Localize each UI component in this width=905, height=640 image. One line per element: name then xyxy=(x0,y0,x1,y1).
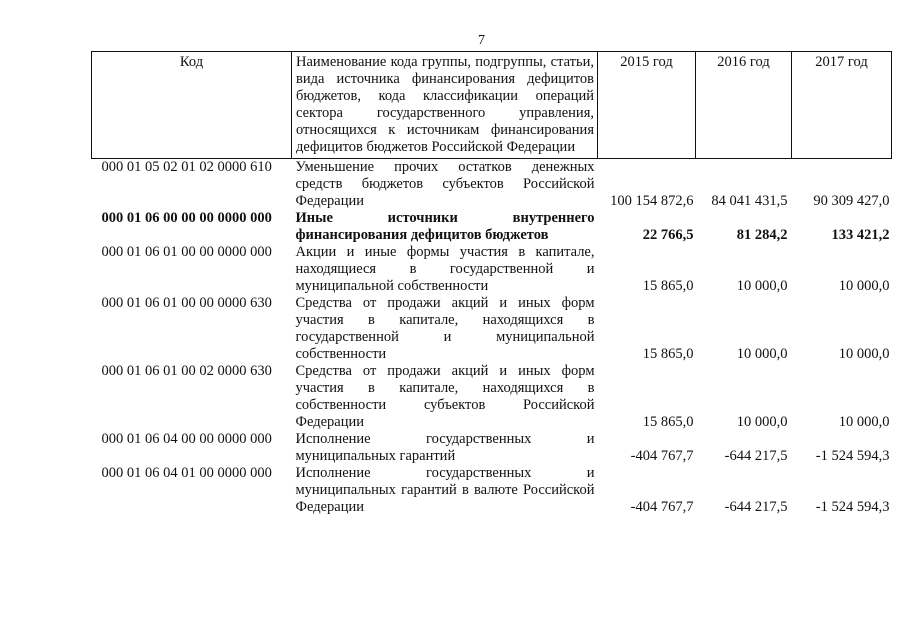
row-code: 000 01 06 01 00 00 0000 630 xyxy=(101,295,272,311)
row-value-2017: 133 421,2 xyxy=(831,227,890,243)
row-code: 000 01 06 04 01 00 0000 000 xyxy=(101,465,272,481)
row-value-2015: 15 865,0 xyxy=(642,414,694,430)
row-value-2017: 10 000,0 xyxy=(838,346,890,362)
row-value-2015: 15 865,0 xyxy=(642,346,694,362)
header-year-2015: 2015 год xyxy=(598,52,696,159)
row-code: 000 01 05 02 01 02 0000 610 xyxy=(101,159,272,175)
row-code: 000 01 06 04 00 00 0000 000 xyxy=(101,431,272,447)
row-value-2016: 81 284,2 xyxy=(736,227,788,243)
row-value-2017: 90 309 427,0 xyxy=(813,193,890,209)
row-name: Исполнение государственных и муниципальных гарантий xyxy=(295,431,595,464)
row-value-2015: 100 154 872,6 xyxy=(610,193,694,209)
row-name: Исполнение государственных и муниципальных гарантий в валюте Российской Федерации xyxy=(295,465,595,515)
header-row xyxy=(92,52,892,159)
table-header xyxy=(92,52,892,159)
header-code: Код xyxy=(92,52,292,159)
row-value-2017: 10 000,0 xyxy=(838,278,890,294)
row-code: 000 01 06 00 00 00 0000 000 xyxy=(101,210,272,226)
table-row xyxy=(92,431,892,465)
table-row xyxy=(92,244,892,295)
row-value-2015: -404 767,7 xyxy=(630,499,694,515)
row-value-2016: -644 217,5 xyxy=(724,448,788,464)
row-value-2015: -404 767,7 xyxy=(630,448,694,464)
table-row xyxy=(92,295,892,363)
row-value-2017: -1 524 594,3 xyxy=(815,448,890,464)
row-value-2015: 22 766,5 xyxy=(642,227,694,243)
row-name: Уменьшение прочих остатков денежных средств бюджетов субъектов Российской Федерации xyxy=(295,159,595,209)
table-row xyxy=(92,363,892,431)
table-body xyxy=(92,159,892,517)
budget-sources-table xyxy=(91,51,892,516)
table-row xyxy=(92,465,892,516)
header-name: Наименование кода группы, подгруппы, статьи, вида источника финансирования дефицитов бюджетов, кода классификации операций сектора государственного управления, относящихся к источникам финансирования дефицитов бюджетов Российской Федерации xyxy=(292,52,598,159)
header-year-2017: 2017 год xyxy=(792,52,892,159)
page-number: 7 xyxy=(478,33,485,48)
row-code: 000 01 06 01 00 02 0000 630 xyxy=(101,363,272,379)
row-value-2015: 15 865,0 xyxy=(642,278,694,294)
row-name: Иные источники внутреннего финансирования дефицитов бюджетов xyxy=(295,210,595,243)
row-name: Акции и иные формы участия в капитале, находящиеся в государственной и муниципальной собственности xyxy=(295,244,595,294)
row-value-2016: 10 000,0 xyxy=(736,278,788,294)
row-value-2017: 10 000,0 xyxy=(838,414,890,430)
row-code: 000 01 06 01 00 00 0000 000 xyxy=(101,244,272,260)
header-year-2016: 2016 год xyxy=(696,52,792,159)
table-row xyxy=(92,210,892,244)
row-name: Средства от продажи акций и иных форм участия в капитале, находящихся в собственности субъектов Российской Федерации xyxy=(295,363,595,430)
row-value-2016: -644 217,5 xyxy=(724,499,788,515)
row-value-2016: 10 000,0 xyxy=(736,346,788,362)
row-name: Средства от продажи акций и иных форм участия в капитале, находящихся в государственной и муниципальной собственности xyxy=(295,295,595,362)
row-value-2017: -1 524 594,3 xyxy=(815,499,890,515)
row-value-2016: 84 041 431,5 xyxy=(711,193,788,209)
table-row xyxy=(92,159,892,211)
row-value-2016: 10 000,0 xyxy=(736,414,788,430)
